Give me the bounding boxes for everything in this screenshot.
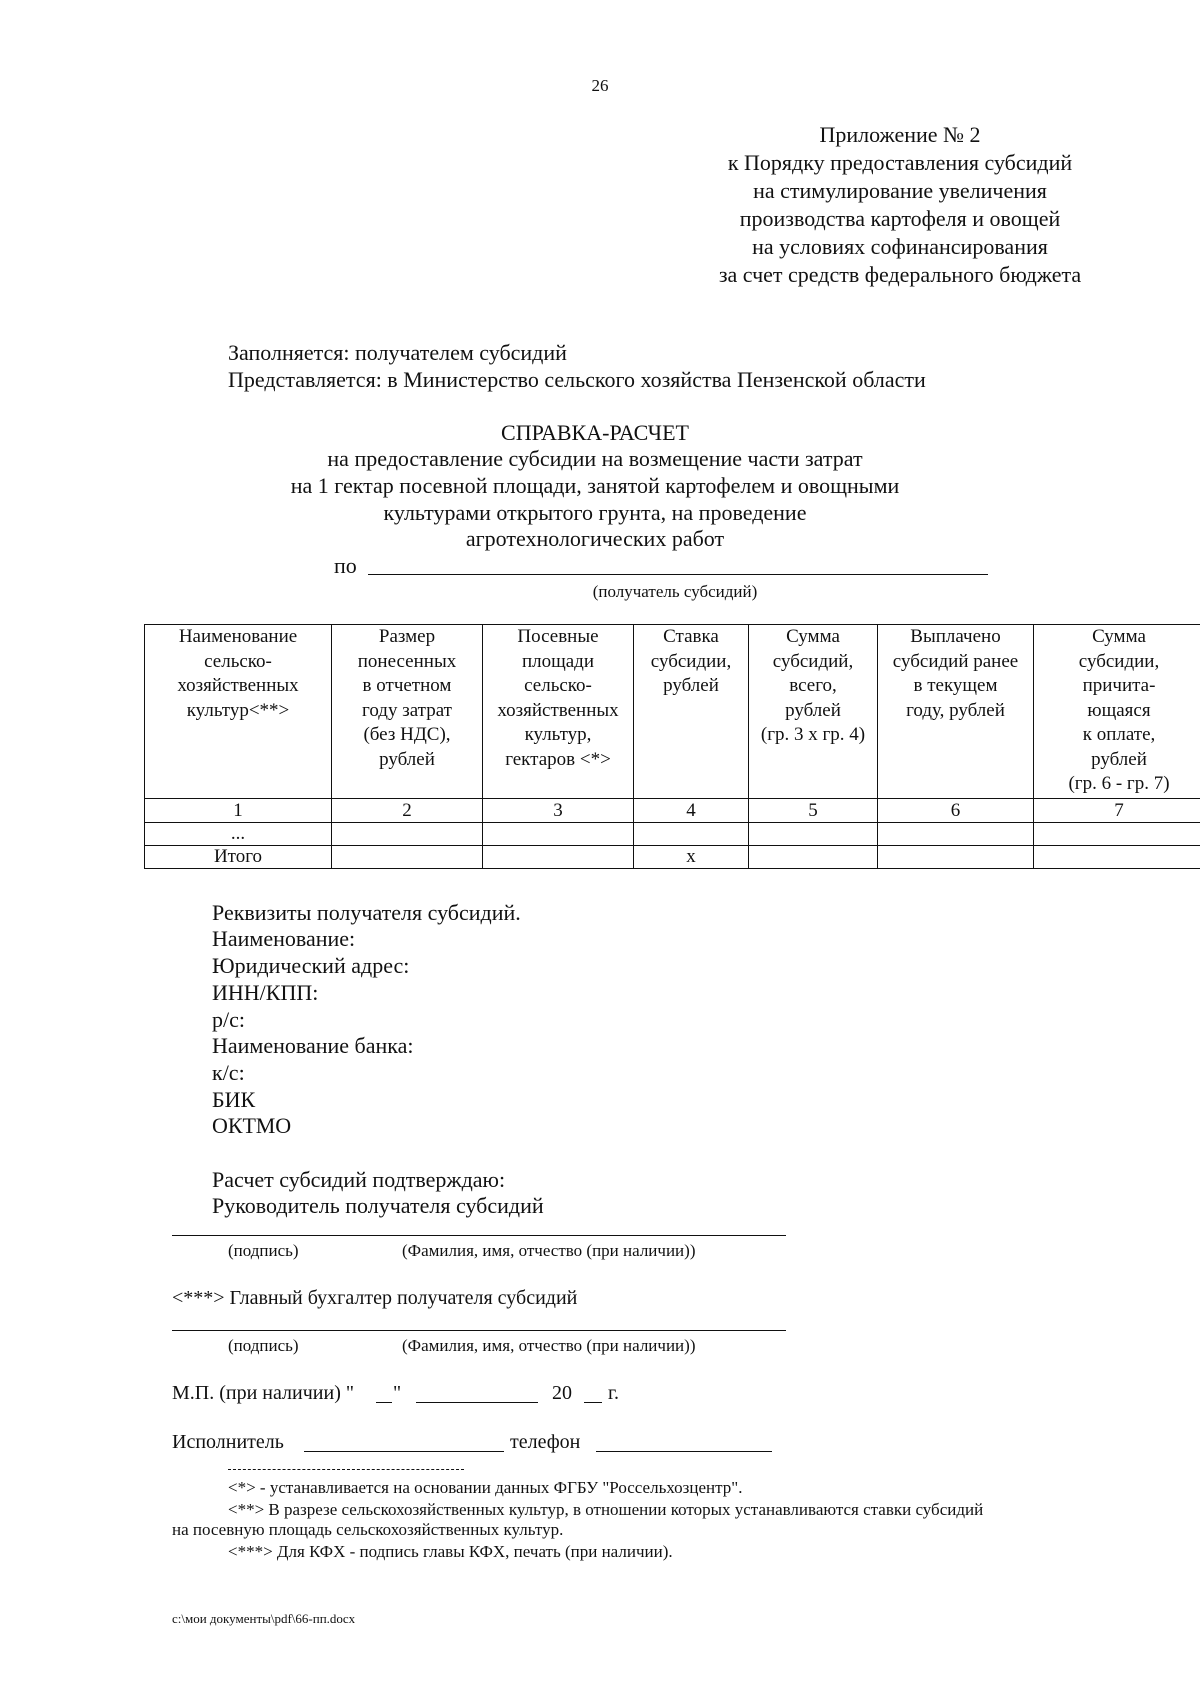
column-header: Ставка субсидии, рублей [634, 625, 749, 799]
appendix-line: к Порядку предоставления субсидий [727, 150, 1073, 175]
title-line: агротехнологических работ [465, 526, 725, 551]
table-cell: х [634, 846, 749, 869]
sign-caption: (подпись) [228, 1336, 299, 1355]
year-suffix: г. [608, 1382, 619, 1404]
table-cell[interactable] [749, 823, 878, 846]
column-number: 7 [1034, 799, 1200, 823]
subsidy-table [144, 624, 1200, 869]
footnote: на посевную площадь сельскохозяйственных культур. [172, 1520, 564, 1539]
appendix-line: на условиях софинансирования [752, 234, 1048, 259]
executor-label: Исполнитель [172, 1431, 284, 1453]
column-number: 5 [749, 799, 878, 823]
requisite-oktmo: ОКТМО [212, 1113, 292, 1138]
requisite-inn: ИНН/КПП: [212, 980, 319, 1005]
column-number: 3 [483, 799, 634, 823]
column-number: 4 [634, 799, 749, 823]
appendix-line: производства картофеля и овощей [739, 206, 1061, 231]
filled-by: Заполняется: получателем субсидий [228, 340, 567, 365]
submitted-to: Представляется: в Министерство сельского хозяйства Пензенской области [228, 367, 926, 392]
appendix-line: на стимулирование увеличения [753, 178, 1047, 203]
table-cell[interactable] [878, 846, 1034, 869]
table-cell[interactable] [634, 823, 749, 846]
year-field[interactable] [584, 1402, 602, 1403]
table-cell[interactable] [1034, 846, 1200, 869]
column-header: Размер понесенных в отчетном году затрат (без НДС), рублей [332, 625, 483, 799]
appendix-line: Приложение № 2 [819, 122, 981, 147]
phone-label: телефон [510, 1431, 581, 1453]
table-cell[interactable] [332, 846, 483, 869]
chief-accountant-label: <***> Главный бухгалтер получателя субсидий [172, 1287, 578, 1309]
column-number: 6 [878, 799, 1034, 823]
table-cell[interactable] [1034, 823, 1200, 846]
title-line: на 1 гектар посевной площади, занятой картофелем и овощными [290, 473, 900, 498]
column-header: Посевные площади сельско- хозяйственных культур, гектаров <*> [483, 625, 634, 799]
year-prefix: 20 [552, 1382, 572, 1404]
requisite-bik: БИК [212, 1087, 256, 1112]
confirm-text: Расчет субсидий подтверждаю: [212, 1167, 506, 1192]
head-signature-field[interactable] [172, 1235, 786, 1236]
requisite-corr-account: к/с: [212, 1060, 245, 1085]
recipient-field[interactable] [368, 574, 988, 575]
title-line: культурами открытого грунта, на проведение [383, 500, 807, 525]
column-header: Наименование сельско- хозяйственных культур<**> [145, 625, 332, 799]
title-line: на предоставление субсидии на возмещение части затрат [327, 446, 863, 471]
table-total-row [145, 846, 1200, 869]
sign-caption: (подпись) [228, 1241, 299, 1260]
page-number: 26 [591, 76, 609, 95]
table-cell[interactable] [483, 846, 634, 869]
table-header-row [145, 625, 1200, 799]
head-label: Руководитель получателя субсидий [212, 1193, 544, 1218]
table-cell: Итого [145, 846, 332, 869]
po-label: по [334, 553, 357, 578]
month-field[interactable] [416, 1402, 538, 1403]
phone-field[interactable] [596, 1451, 772, 1452]
table-cell[interactable] [332, 823, 483, 846]
table-row [145, 823, 1200, 846]
table-cell[interactable]: ... [145, 823, 332, 846]
footnote: <**> В разрезе сельскохозяйственных культур, в отношении которых устанавливаются ставки субсидий [228, 1500, 984, 1519]
recipient-caption: (получатель субсидий) [592, 582, 758, 601]
title-main: СПРАВКА-РАСЧЕТ [501, 420, 689, 445]
accountant-signature-field[interactable] [172, 1330, 786, 1331]
footnote-separator [228, 1469, 464, 1470]
requisite-address: Юридический адрес: [212, 953, 410, 978]
stamp-label: М.П. (при наличии) " [172, 1382, 355, 1404]
table-cell[interactable] [878, 823, 1034, 846]
file-path: c:\мои документы\pdf\66-пп.docx [172, 1611, 356, 1626]
requisite-account: р/с: [212, 1007, 245, 1032]
executor-field[interactable] [304, 1451, 504, 1452]
fio-caption: (Фамилия, имя, отчество (при наличии)) [402, 1336, 696, 1355]
column-number-row [145, 799, 1200, 823]
column-header: Выплачено субсидий ранее в текущем году, рублей [878, 625, 1034, 799]
requisite-bank: Наименование банка: [212, 1033, 414, 1058]
table-cell[interactable] [483, 823, 634, 846]
footnote: <*> - устанавливается на основании данных ФГБУ "Россельхозцентр". [228, 1478, 743, 1497]
fio-caption: (Фамилия, имя, отчество (при наличии)) [402, 1241, 696, 1260]
requisite-name: Наименование: [212, 926, 356, 951]
quote-close: " [393, 1382, 402, 1404]
column-number: 1 [145, 799, 332, 823]
column-header: Сумма субсидий, всего, рублей (гр. 3 х гр. 4) [749, 625, 878, 799]
column-number: 2 [332, 799, 483, 823]
appendix-line: за счет средств федерального бюджета [718, 262, 1082, 287]
footnote: <***> Для КФХ - подпись главы КФХ, печать (при наличии). [228, 1542, 673, 1561]
day-field[interactable] [376, 1402, 392, 1403]
requisites-title: Реквизиты получателя субсидий. [212, 900, 521, 925]
column-header: Сумма субсидии, причита- ющаяся к оплате, рублей (гр. 6 - гр. 7) [1034, 625, 1200, 799]
table-cell[interactable] [749, 846, 878, 869]
